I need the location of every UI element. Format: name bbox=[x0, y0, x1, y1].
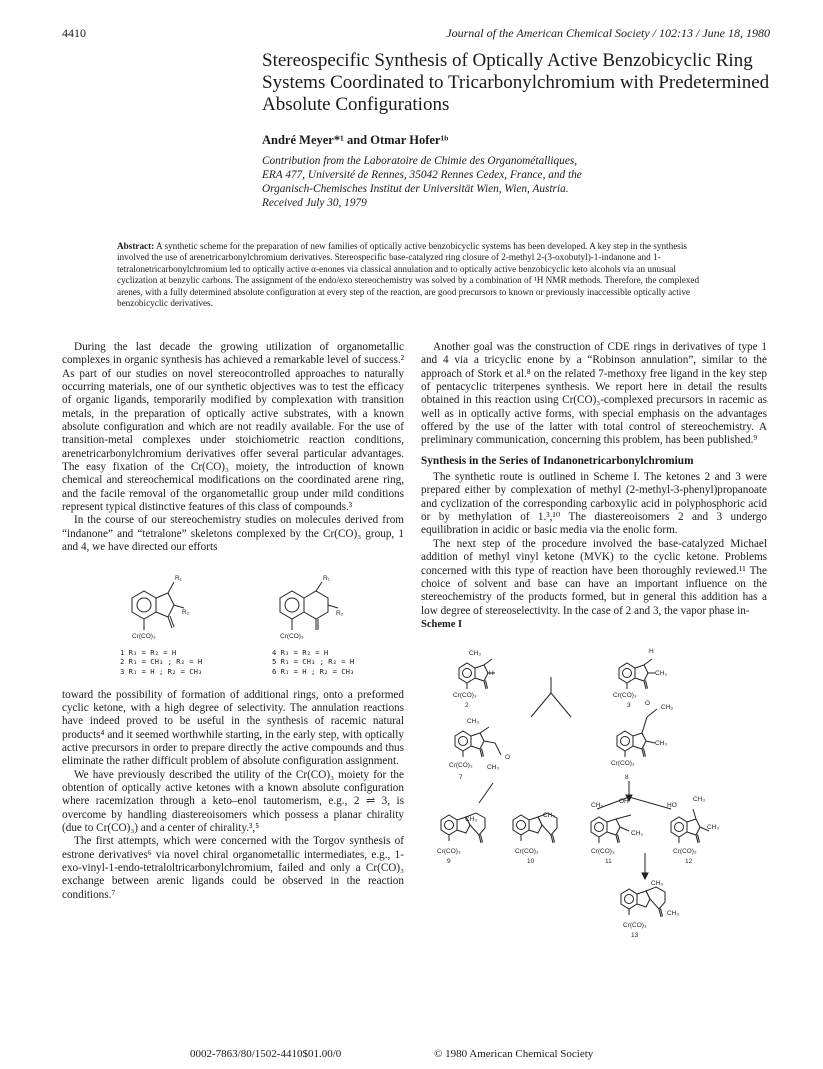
paragraph: The synthetic route is outlined in Scheme I. The ketones 2 and 3 were prepared either by complexation of methyl (2-methyl-3-phenyl)propanoate and cyclization of the corresponding carboxylic acid in polyphosphoric acid or by methylation of 1.³,¹⁰ The diastereoisomers 2 and 3 undergo equilibration in acidic or basic media via the enolic form. bbox=[421, 471, 767, 537]
abstract-text: A synthetic scheme for the preparation of new families of optically active benzobicyclic systems has been developed. A key step in the synthesis involved the use of arenetricarbonylchromium derivatives. Stereospecific base-catalyzed ring closure of 2-methyl 2-(3-oxobutyl)-1-indanone and 1-tetralonetricarbonylchromium led to optically active α-enones via classical annulation and to optically active benzobicyclic keto alcohols via an unusual cyclization at benzylic carbons. The assignment of the endo/exo stereochemistry was solved by a combination of ¹H NMR methods. Therefore, the complexed arenes, with a fully determined absolute configuration at every step of the reaction, are good precursors to known or previously inaccessible optically active benzobicyclic derivatives. bbox=[117, 241, 700, 309]
section-heading: Synthesis in the Series of Indanonetricarbonylchromium bbox=[421, 454, 694, 467]
h-label: H bbox=[489, 670, 494, 678]
cr-label: Cr(CO)₃ bbox=[453, 692, 477, 700]
paragraph: We have previously described the utility of the Cr(CO)₃ moiety for the obtention of optically active ketones with a known absolute configuration where racemization through a keto–enol tautomerism, e.g., 2 ⇌ 3, is overcome by handling diastereoisomers which possess a planar chirality (due to Cr(CO)₃) and a center of chirality.³,⁵ bbox=[62, 768, 404, 834]
compound-number: 12 bbox=[685, 858, 693, 866]
compound-number: 7 bbox=[459, 774, 463, 782]
page-number: 4410 bbox=[62, 26, 86, 40]
compound-entry: 2 R₁ = CH₃ ; R₂ = H bbox=[120, 657, 203, 667]
compound-number: 13 bbox=[631, 932, 639, 940]
paragraph: In the course of our stereochemistry studies on molecules derived from “indanone” and “tetralone” skeletons complexed by the Cr(CO)₃ group, 1 and 4, we have directed our efforts bbox=[62, 514, 404, 554]
cr-label: Cr(CO)₃ bbox=[613, 692, 637, 700]
authors: André Meyer*¹ and Otmar Hofer¹ᵇ bbox=[262, 133, 449, 147]
copyright: © 1980 American Chemical Society bbox=[434, 1048, 594, 1060]
h-label: H bbox=[649, 648, 654, 656]
cr-label: Cr(CO)₃ bbox=[449, 762, 473, 770]
cr-label: Cr(CO)₃ bbox=[673, 848, 697, 856]
abstract-label: Abstract: bbox=[117, 241, 155, 251]
received-date: Received July 30, 1979 bbox=[262, 197, 367, 209]
scheme-label: Scheme I bbox=[421, 618, 463, 630]
paragraph: The first attempts, which were concerned with the Torgov synthesis of estrone derivatives⁶ via novel chiral organometallic intermediates, e.g., 1-exo-vinyl-1-endo-tetraloltricarbonylchromium, failed and only a Cr(CO)₃ exchange between arenic ligands could be observed in the reaction conditions.⁷ bbox=[62, 835, 404, 901]
compound-7 bbox=[455, 727, 501, 757]
tetralone-compound-list bbox=[272, 648, 354, 677]
cr-label: Cr(CO)₃ bbox=[515, 848, 539, 856]
affiliation-line: Organisch-Chemisches Institut der Universität Wien, Wien, Austria. bbox=[262, 183, 569, 195]
ch3-label: CH₃ bbox=[487, 764, 500, 772]
o-label: O bbox=[505, 754, 511, 762]
compound-structures-figure bbox=[62, 558, 404, 686]
ch3-label: CH₃ bbox=[661, 704, 674, 712]
compound-number: 9 bbox=[447, 858, 451, 866]
journal-header: Journal of the American Chemical Society / 102:13 / June 18, 1980 bbox=[446, 26, 770, 40]
scheme-svg bbox=[421, 631, 767, 939]
ch3-label: CH₃ bbox=[465, 816, 478, 824]
right-column bbox=[421, 341, 767, 939]
o-label: O bbox=[645, 700, 651, 708]
compound-number: 3 bbox=[627, 702, 631, 710]
compound-number: 10 bbox=[527, 858, 535, 866]
r2-label: R₂ bbox=[336, 609, 344, 617]
structures-svg bbox=[62, 558, 404, 648]
paragraph: toward the possibility of formation of additional rings, onto a preformed cyclic ketone, with a high degree of selectivity. The annulation reactions have indeed proved to be useful in the synthesis of racemic natural products⁴ and it seemed worthwhile starting, in the early step, with optically active precursors in order to prepare directly the active compounds and thus eliminate the rather difficult problem of absolute configuration assignment. bbox=[62, 688, 404, 768]
article-title: Stereospecific Synthesis of Optically Active Benzobicyclic Ring Systems Coordinated to Tricarbonylchromium with Predetermined Absolute Configurations bbox=[262, 50, 770, 115]
cr-label: Cr(CO)₃ bbox=[280, 632, 304, 640]
cr-label: Cr(CO)₃ bbox=[623, 922, 647, 930]
scheme-figure bbox=[421, 631, 767, 939]
r1-label: R₁ bbox=[323, 574, 330, 582]
ch3-label: CH₃ bbox=[631, 830, 644, 838]
left-column bbox=[62, 341, 404, 902]
compound-number: 8 bbox=[625, 774, 629, 782]
affiliation-line: ERA 477, Université de Rennes, 35042 Rennes Cedex, France, and the bbox=[262, 169, 582, 181]
cr-label: Cr(CO)₃ bbox=[611, 760, 635, 768]
ch3-label: CH₃ bbox=[651, 880, 664, 888]
indanone-compound-list bbox=[120, 648, 202, 677]
abstract bbox=[117, 241, 717, 309]
compound-12 bbox=[671, 809, 709, 843]
compound-entry: 1 R₁ = R₂ = H bbox=[120, 647, 177, 657]
tetralone-structure bbox=[280, 575, 344, 640]
oh-label: OH bbox=[619, 798, 629, 806]
paragraph: During the last decade the growing utilization of organometallic complexes in organic synthesis has achieved a remarkable level of success.² As part of our studies on novel stereocontrolled approaches to naturally occurring materials, one of our synthetic objectives was to test the efficacy of organic ligands, temporarily modified by complexation with transition metals, in the preparation of optically active substrates, with a known absolute configuration and which are not readily available. For the use of transition-metal complexes under stoichiometric reaction conditions, arenetricarbonylchromium derivatives offer several particular advantages. The easy fixation of the Cr(CO)₃ moiety, the introduction of known chemical and stereochemical modifications on the coordinated arene ring, and the facile removal of the organometallic group under mild conditions represent typical distinctive features of this class of compounds.³ bbox=[62, 341, 404, 514]
ch3-label: CH₃ bbox=[469, 650, 482, 658]
cr-label: Cr(CO)₃ bbox=[132, 632, 156, 640]
paragraph: The next step of the procedure involved the base-catalyzed Michael addition of methyl vinyl ketone (MVK) to the cyclic ketone. Problems concerned with this type of reaction have been thoroughly reviewed.¹¹ The choice of solvent and base can have an important influence on the stereochemistry of the products formed, but in general this addition has a low degree of stereoselectivity. In the case of 2 and 3, the vapor phase in- bbox=[421, 537, 767, 617]
compound-entry: 3 R₁ = H ; R₂ = CH₃ bbox=[120, 667, 203, 677]
affiliation bbox=[262, 154, 752, 210]
ch3-label: CH₃ bbox=[655, 670, 668, 678]
compound-3 bbox=[619, 659, 655, 689]
ch3-label: CH₃ bbox=[543, 812, 556, 820]
ch3-label: CH₃ bbox=[467, 718, 480, 726]
cr-label: Cr(CO)₃ bbox=[437, 848, 461, 856]
compound-11 bbox=[591, 815, 631, 843]
ch3-label: CH₃ bbox=[655, 740, 668, 748]
ch3-label: CH₃ bbox=[667, 910, 680, 918]
indanone-structure bbox=[132, 575, 190, 640]
affiliation-line: Contribution from the Laboratoire de Chimie des Organométalliques, bbox=[262, 155, 578, 167]
cr-label: Cr(CO)₃ bbox=[591, 848, 615, 856]
r1-label: R₁ bbox=[175, 574, 182, 582]
paragraph: Another goal was the construction of CDE rings in derivatives of type 1 and 4 via a tricyclic enone by a “Robinson annulation”, similar to the approach of Stork et al.⁸ on the related 7-methoxy free ligand in the key step of pentacyclic triterpenes synthesis. We report here in detail the results obtained in this reaction using Cr(CO)₃-complexed precursors in racemic as well as in optically active forms, with special emphasis on the advantages offered by the use of the latter with total control of stereochemistry. A preliminary communication, concerning this problem, has been published.⁹ bbox=[421, 341, 767, 447]
compound-entry: 6 R₁ = H ; R₂ = CH₃ bbox=[272, 667, 355, 677]
ch3-label: CH₃ bbox=[693, 796, 706, 804]
ch3-label: CH₃ bbox=[591, 802, 604, 810]
compound-8 bbox=[617, 709, 657, 757]
compound-entry: 5 R₁ = CH₃ ; R₂ = H bbox=[272, 657, 355, 667]
ho-label: HO bbox=[667, 802, 677, 810]
article-code: 0002-7863/80/1502-4410$01.00/0 bbox=[190, 1048, 342, 1060]
compound-9 bbox=[441, 813, 485, 843]
r2-label: R₂ bbox=[182, 608, 190, 616]
compound-13 bbox=[621, 887, 665, 917]
compound-number: 11 bbox=[605, 858, 612, 866]
compound-number: 2 bbox=[465, 702, 469, 710]
compound-entry: 4 R₁ = R₂ = H bbox=[272, 647, 329, 657]
ch3-label: CH₃ bbox=[707, 824, 720, 832]
